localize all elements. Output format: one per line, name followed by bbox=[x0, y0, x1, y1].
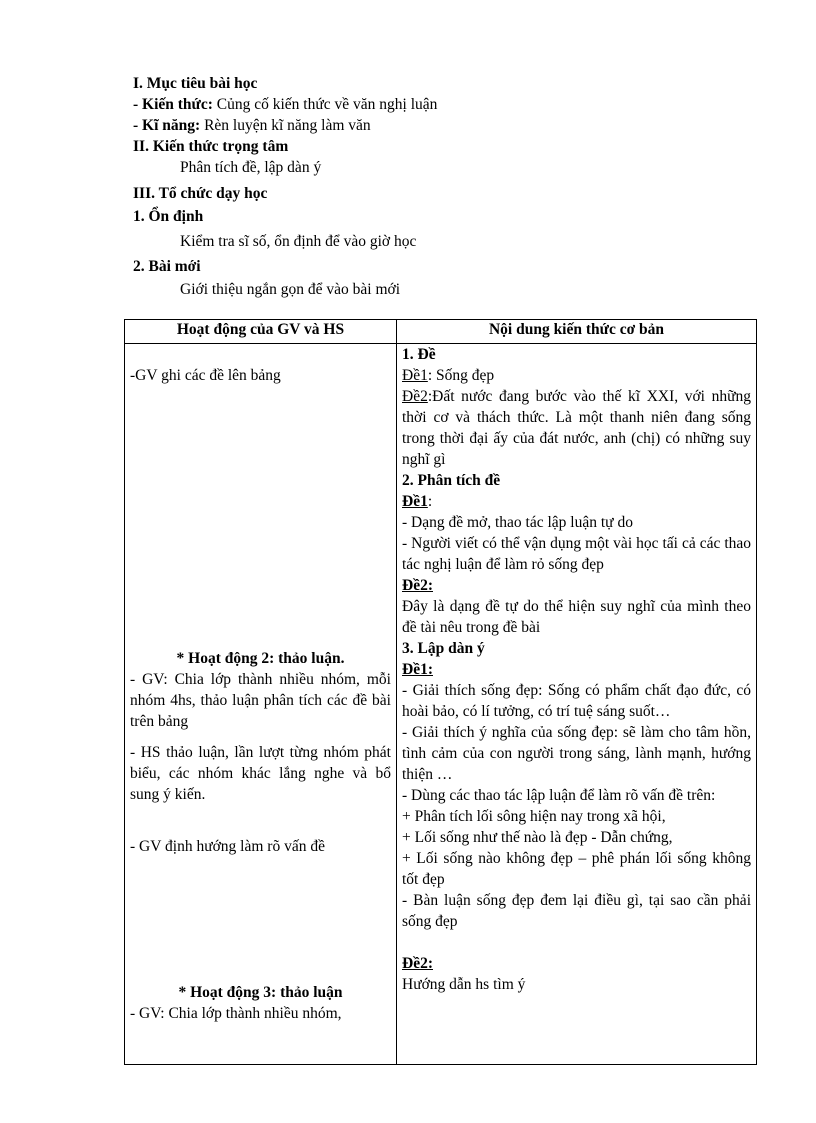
activity-3-gv: - GV: Chia lớp thành nhiều nhóm, bbox=[130, 1005, 342, 1022]
key-knowledge-text: Phân tích đề, lập dàn ý bbox=[180, 159, 322, 176]
activity-2-hs: - HS thảo luận, lần lượt từng nhóm phát biểu, các nhóm khác lắng nghe và bổ sung ý kiến. bbox=[130, 744, 391, 803]
col-content-header: Nội dung kiến thức cơ bản bbox=[397, 320, 757, 344]
analysis-topic-1-a: - Dạng đề mở, thao tác lập luận tự do bbox=[402, 514, 633, 531]
knowledge-label: - Kiến thức: bbox=[133, 96, 213, 113]
topic-2 bbox=[402, 386, 751, 470]
skill-line bbox=[133, 115, 371, 136]
skill-text: Rèn luyện kĩ năng làm văn bbox=[200, 117, 371, 134]
analysis-topic-1-b: - Người viết có thể vận dụng một vài học tấi cả các thao tác nghị luận để làm rỏ sống đẹp bbox=[402, 535, 751, 573]
topic-heading: 1. Đề bbox=[402, 346, 436, 363]
analysis-heading: 2. Phân tích đề bbox=[402, 472, 501, 489]
outline-point-c: - Dùng các thao tác lập luận để làm rõ vấn đề trên: bbox=[402, 787, 716, 804]
analysis-topic-2-label: Đề2: bbox=[402, 577, 433, 594]
table-header-row bbox=[125, 320, 757, 344]
activity-3-title: * Hoạt động 3: thảo luận bbox=[178, 984, 343, 1001]
analysis-topic-1-colon: : bbox=[427, 493, 433, 510]
outline-point-f: + Lối sống nào không đẹp – phê phán lối sống không tốt đẹp bbox=[402, 850, 751, 888]
topic-1 bbox=[402, 365, 751, 386]
new-lesson-text: Giới thiệu ngắn gọn để vào bài mới bbox=[180, 281, 401, 298]
topic-1-label: Đề1 bbox=[402, 367, 428, 384]
col-activities-header: Hoạt động của GV và HS bbox=[125, 320, 397, 344]
outline-topic-2-label: Đề2: bbox=[402, 955, 433, 972]
section-key-knowledge-heading: II. Kiến thức trọng tâm bbox=[133, 138, 289, 155]
topic-2-text: :Đất nước đang bước vào thế kĩ XXI, với những thời cơ và thách thức. Là một thanh niên đang sống trong thời đại ấy của đát nước, anh (chị) có những suy nghĩ gì bbox=[402, 388, 751, 468]
stabilize-heading: 1. Ổn định bbox=[133, 208, 204, 225]
stabilize-text: Kiểm tra sĩ số, ổn định để vào giờ học bbox=[180, 233, 417, 250]
outline-point-e: + Lối sống như thế nào là đẹp - Dẫn chứng, bbox=[402, 829, 673, 846]
knowledge-line bbox=[133, 94, 437, 115]
outline-point-g: - Bàn luận sống đẹp đem lại điều gì, tại sao cần phải sống đẹp bbox=[402, 892, 751, 930]
section-objectives-heading: I. Mục tiêu bài học bbox=[133, 75, 258, 92]
skill-label: - Kĩ năng: bbox=[133, 117, 201, 134]
section-teaching-heading: III. Tổ chức dạy học bbox=[133, 185, 268, 202]
content-cell bbox=[397, 344, 757, 1065]
gv-writes-topics: -GV ghi các đề lên bảng bbox=[130, 367, 281, 384]
table-body-row bbox=[125, 344, 757, 1065]
topic-1-text: : Sống đẹp bbox=[427, 367, 495, 384]
new-lesson-heading: 2. Bài mới bbox=[133, 258, 201, 275]
analysis-topic-2-text: Đây là dạng đề tự do thể hiện suy nghĩ của mình theo đề tài nêu trong đề bài bbox=[402, 598, 751, 636]
activity-2-gv: - GV: Chia lớp thành nhiều nhóm, mỗi nhóm 4hs, thảo luận phân tích các đề bài trên bảng bbox=[130, 671, 391, 730]
activity-2-title: * Hoạt động 2: thảo luận. bbox=[176, 650, 345, 667]
outline-point-b: - Giải thích ý nghĩa của sống đẹp: sẽ làm cho tâm hồn, tình cảm của con người trong sáng, lành mạnh, hướng thiện … bbox=[402, 724, 751, 783]
knowledge-text: Củng cố kiến thức về văn nghị luận bbox=[212, 96, 438, 113]
outline-topic-2-text: Hướng dẫn hs tìm ý bbox=[402, 976, 526, 993]
activities-cell bbox=[125, 344, 397, 1065]
analysis-topic-1-label: Đề1 bbox=[402, 493, 428, 510]
topic-2-label: Đề2 bbox=[402, 388, 428, 405]
lesson-table bbox=[124, 319, 757, 1065]
outline-topic-1-label: Đề1: bbox=[402, 661, 433, 678]
activity-2-gv-guide: - GV định hướng làm rõ vấn đề bbox=[130, 838, 325, 855]
outline-point-a: - Giải thích sống đẹp: Sống có phẩm chất đạo đức, có hoài bảo, có lí tưởng, có trí tuệ sáng suốt… bbox=[402, 682, 751, 720]
analysis-topic-1 bbox=[402, 491, 751, 512]
outline-heading: 3. Lập dàn ý bbox=[402, 640, 485, 657]
outline-point-d: + Phân tích lối sông hiện nay trong xã hội, bbox=[402, 808, 666, 825]
